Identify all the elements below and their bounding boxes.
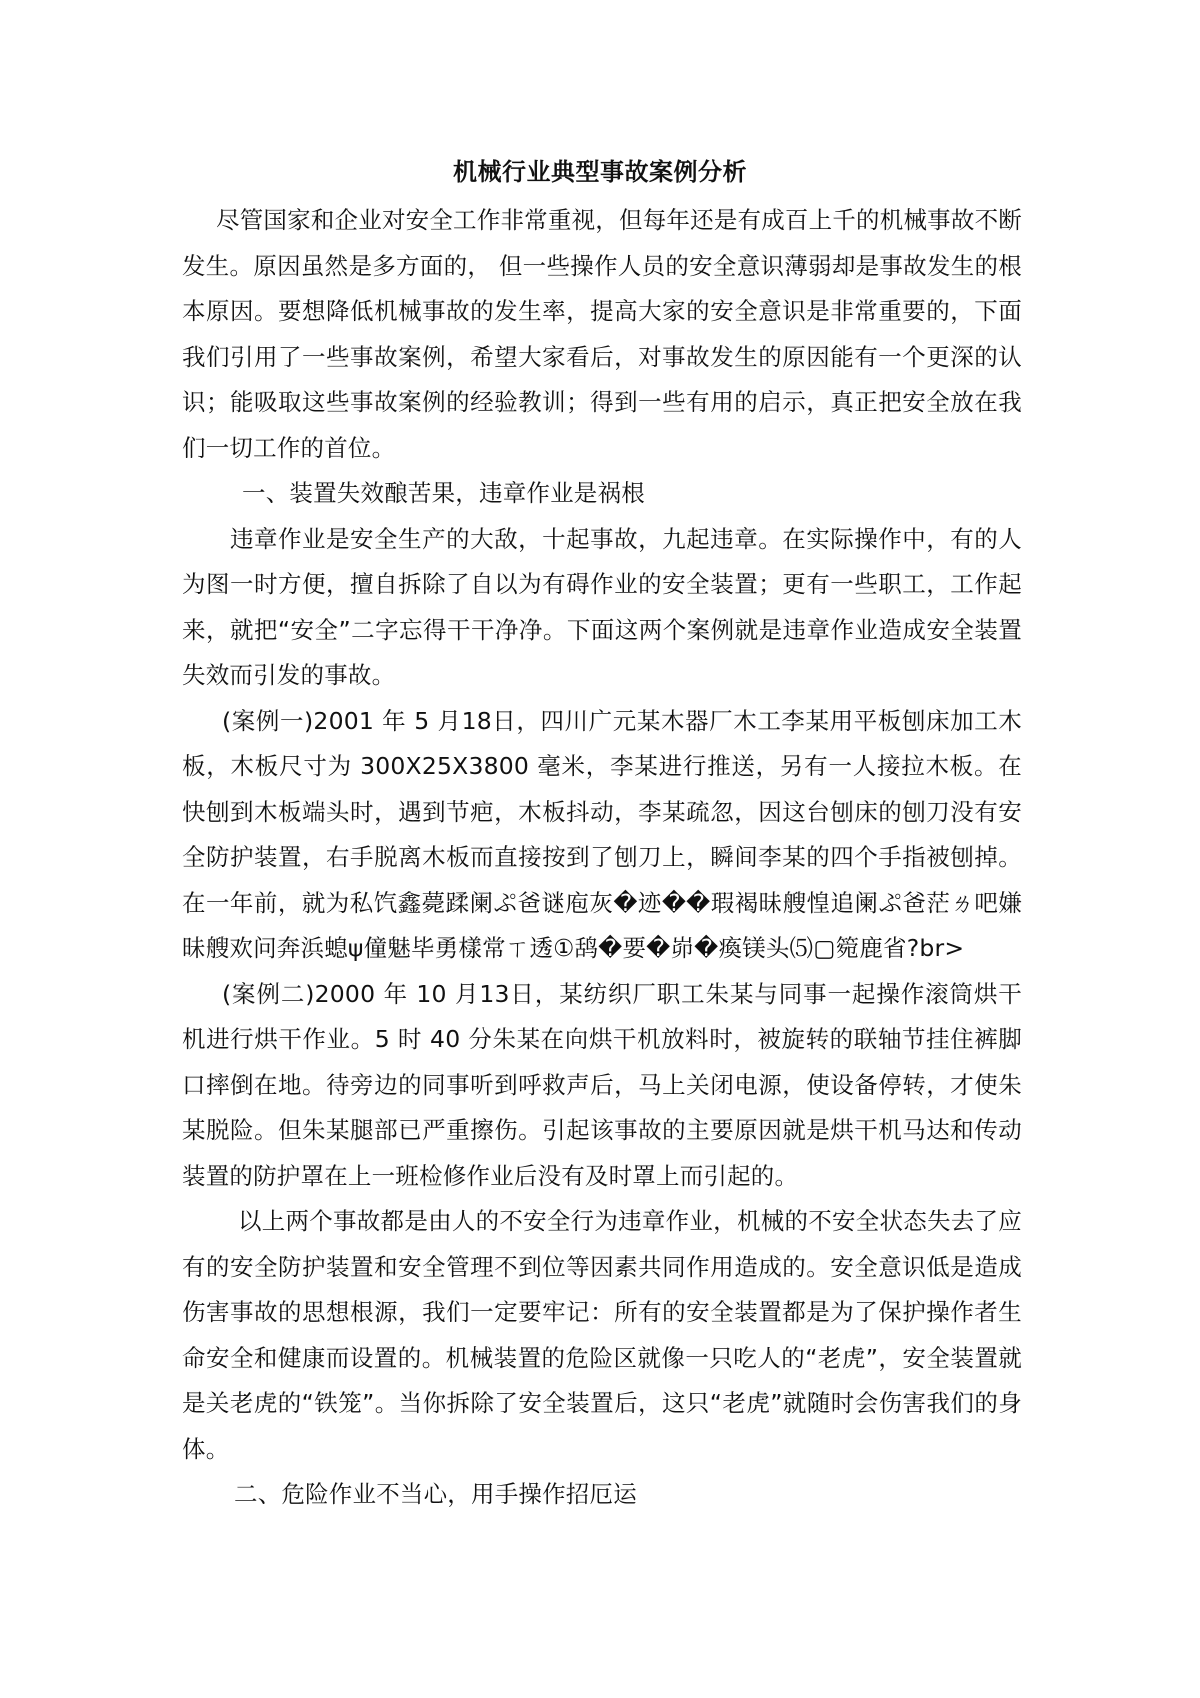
section-heading-1: 一、装置失效酿苦果，违章作业是祸根 (242, 479, 645, 507)
section-heading-2: 二、危险作业不当心，用手操作招厄运 (234, 1480, 637, 1508)
summary-paragraph: 以上两个事故都是由人的不安全行为违章作业，机械的不安全状态失去了应有的安全防护装置和安全管理不到位等因素共同作用造成的。安全意识低是造成伤害事故的思想根源，我们一定要牢记：所有的安全装置都是为了保护操作者生命安全和健康而设置的。机械装置的危险区就像一只吃人的“老虎”，安全装置就是关老虎的“铁笼”。当你拆除了安全装置后，这只“老虎”就随时会伤害我们的身体。 (182, 1207, 1022, 1463)
case-2-paragraph: (案例二)2000 年 10 月13日，某纺织厂职工朱某与同事一起操作滚筒烘干机进行烘干作业。5 时 40 分朱某在向烘干机放料时，被旋转的联轴节挂住裤脚口摔倒在地。待旁边的同事听到呼救声后，马上关闭电源，使设备停转，才使朱某脱险。但朱某腿部已严重擦伤。引起该事故的主要原因就是烘干机马达和传动装置的防护罩在上一班检修作业后没有及时罩上而引起的。 (182, 979, 1022, 1190)
section-1-paragraph: 违章作业是安全生产的大敌，十起事故，九起违章。在实际操作中，有的人为图一时方便，擅自拆除了自以为有碍作业的安全装置；更有一些职工，工作起来，就把“安全”二字忘得干干净净。下面这两个案例就是违章作业造成安全装置失效而引发的事故。 (182, 524, 1022, 689)
case-1-paragraph: (案例一)2001 年 5 月18日，四川广元某木器厂木工李某用平板刨床加工木板，木板尺寸为 300X25X3800 毫米，李某进行推送，另有一人接拉木板。在快刨到木板端头时，遇到节疤，木板抖动，李某疏忽，因这台刨床的刨刀没有安全防护装置，右手脱离木板而直接按到了刨刀上，瞬间李某的四个手指被刨掉。在一年前，就为私饩鑫薨蹂阑ぷ爸谜庖灰�迹��瑕褐昧艘惶追阑ぷ爸茫ㄌ吧嫌昧艘欢问奔浜螅ψ僮魅毕勇樣常ㄒ透①鸹�要�峁�瘓镁头⑸▢箢鹿省?br> (182, 706, 1022, 962)
intro-paragraph: 尽管国家和企业对安全工作非常重视，但每年还是有成百上千的机械事故不断发生。原因虽然是多方面的， 但一些操作人员的安全意识薄弱却是事故发生的根本原因。要想降低机械事故的发生率，提高大家的安全意识是非常重要的，下面我们引用了一些事故案例，希望大家看后，对事故发生的原因能有一个更深的认识；能吸取这些事故案例的经验教训；得到一些有用的启示，真正把安全放在我们一切工作的首位。 (182, 206, 1022, 462)
document-title: 机械行业典型事故案例分析 (453, 158, 747, 186)
document-body (182, 198, 1022, 1518)
